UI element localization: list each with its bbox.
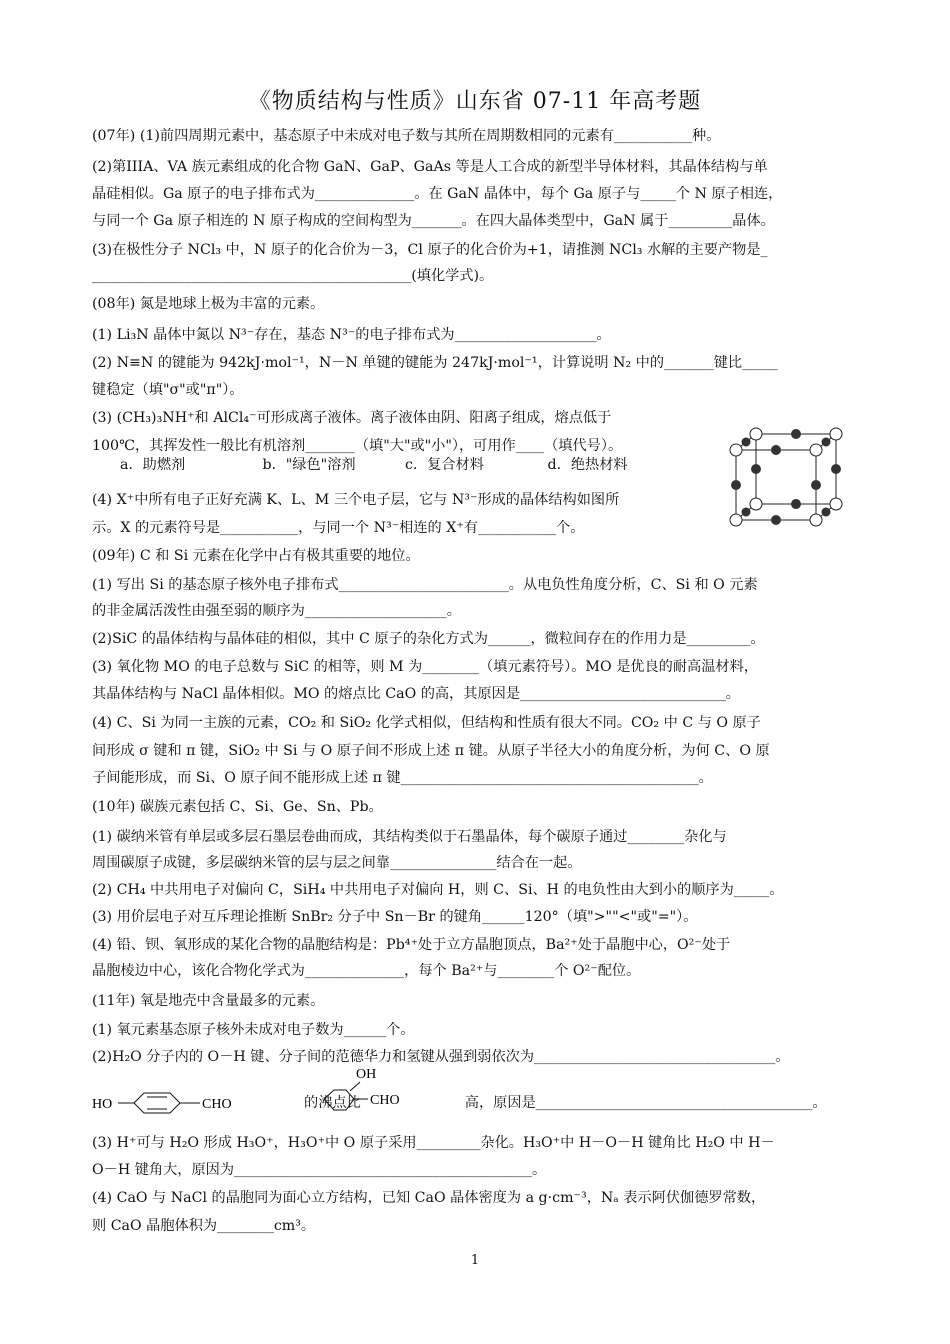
text-line: 晶硅相似。Ga 原子的电子排布式为______________。在 GaN 晶体中，每个 Ga 原子与_____个 N 原子相连，: [92, 186, 783, 202]
text-line: (08年) 氮是地球上极为丰富的元素。: [92, 296, 325, 312]
text-line: (4) CaO 与 NaCl 的晶胞同为面心立方结构，已知 CaO 晶体密度为 a g·cm⁻³，Nₐ 表示阿伏伽德罗常数，: [92, 1190, 766, 1206]
text-line: (4) C、Si 为同一主族的元素，CO₂ 和 SiO₂ 化学式相似，但结构和性质有很大不同。CO₂ 中 C 与 O 原子: [92, 715, 761, 731]
text-line: 其晶体结构与 NaCl 晶体相似。MO 的熔点比 CaO 的高，其原因是_____________________________。: [92, 686, 740, 702]
text-line: (2)第IIIA、VA 族元素组成的化合物 GaN、GaP、GaAs 等是人工合成的新型半导体材料，其晶体结构与单: [92, 159, 768, 175]
text-line: (4) 铅、钡、氧形成的某化合物的晶胞结构是：Pb⁴⁺处于立方晶胞顶点，Ba²⁺处于晶胞中心，O²⁻处于: [92, 937, 731, 953]
text-line: O－H 键角大，原因为__________________________________________。: [92, 1162, 547, 1178]
text-line: (2) CH₄ 中共用电子对偏向 C，SiH₄ 中共用电子对偏向 H，则 C、Si、H 的电负性由大到小的顺序为_____。: [92, 882, 784, 898]
text-line: 的非金属活泼性由强至弱的顺序为____________________。: [92, 603, 461, 619]
text-line: (2)SiC 的晶体结构与晶体硅的相似，其中 C 原子的杂化方式为______，微粒间存在的作用力是_________。: [92, 631, 765, 647]
text-line: 键稳定（填"σ"或"π"）。: [92, 382, 244, 398]
text-line: 与同一个 Ga 原子相连的 N 原子构成的空间构型为_______。在四大晶体类型中，GaN 属于_________晶体。: [92, 213, 775, 229]
text-line: 间形成 σ 键和 π 键，SiO₂ 中 Si 与 O 原子间不形成上述 π 键。从原子半径大小的角度分析，为何 C、O 原: [92, 743, 770, 759]
text-line: 周围碳原子成键，多层碳纳米管的层与层之间靠_______________结合在一起。: [92, 855, 582, 871]
text-line: (3) (CH₃)₃NH⁺和 AlCl₄⁻可形成离子液体。离子液体由阴、阳离子组成，熔点低于: [92, 410, 612, 426]
text-line: (10年) 碳族元素包括 C、Si、Ge、Sn、Pb。: [92, 799, 383, 815]
page-number: 1: [470, 1253, 480, 1268]
text-line: (09年) C 和 Si 元素在化学中占有极其重要的地位。: [92, 548, 420, 564]
mol2-cho: CHO: [370, 1093, 400, 1108]
option-c: c．复合材料: [405, 457, 484, 473]
text-line: (3) H⁺可与 H₂O 形成 H₃O⁺，H₃O⁺中 O 原子采用_________杂化。H₃O⁺中 H－O－H 键角比 H₂O 中 H－: [92, 1135, 775, 1151]
option-b: b．"绿色"溶剂: [262, 457, 356, 473]
mol-text-end: 高，原因是_______________________________________。: [464, 1095, 827, 1111]
text-line: (1) 氧元素基态原子核外未成对电子数为______个。: [92, 1022, 415, 1038]
o-hydroxybenzaldehyde-structure: [310, 1064, 410, 1126]
text-line: (07年) (1)前四周期元素中，基态原子中未成对电子数与其所在周期数相同的元素有___________种。: [92, 128, 721, 144]
mol-text-mid: 的沸点比: [304, 1095, 361, 1111]
text-line: _____________________________________________(填化学式)。: [92, 268, 494, 284]
mol2-oh: OH: [356, 1067, 377, 1082]
text-line: (3) 用价层电子对互斥理论推断 SnBr₂ 分子中 Sn－Br 的键角______120°（填">""<"或"="）。: [92, 909, 698, 925]
text-line: (1) Li₃N 晶体中氮以 N³⁻存在，基态 N³⁻的电子排布式为____________________。: [92, 327, 611, 343]
text-line: 则 CaO 晶胞体积为________cm³。: [92, 1218, 316, 1234]
crystal-structure-figure: [722, 424, 850, 528]
text-line: (3) 氧化物 MO 的电子总数与 SiC 的相等，则 M 为________（填元素符号）。MO 是优良的耐高温材料，: [92, 659, 758, 675]
text-line: 示。X 的元素符号是___________，与同一个 N³⁻相连的 X⁺有___________个。: [92, 520, 585, 536]
p-hydroxybenzaldehyde-structure: [92, 1082, 242, 1122]
mol1-ho: HO: [92, 1097, 113, 1112]
text-line: (4) X⁺中所有电子正好充满 K、L、M 三个电子层，它与 N³⁻形成的晶体结构如图所: [92, 492, 620, 508]
text-line: 100℃，其挥发性一般比有机溶剂_______（填"大"或"小"），可用作____（填代号）。: [92, 438, 623, 454]
option-a: a．助燃剂: [120, 457, 186, 473]
text-line: (2) N≡N 的键能为 942kJ·mol⁻¹，N－N 单键的键能为 247kJ·mol⁻¹，计算说明 N₂ 中的_______键比_____: [92, 355, 778, 371]
text-line: (11年) 氧是地壳中含量最多的元素。: [92, 993, 325, 1009]
text-line: (3)在极性分子 NCl₃ 中，N 原子的化合价为－3，Cl 原子的化合价为+1，请推测 NCl₃ 水解的主要产物是_: [92, 242, 768, 258]
text-line: 晶胞棱边中心，该化合物化学式为______________，每个 Ba²⁺与________个 O²⁻配位。: [92, 963, 641, 979]
option-d: d．绝热材料: [547, 457, 628, 473]
page-title: 《物质结构与性质》山东省 07-11 年高考题: [248, 89, 702, 114]
mol1-cho: CHO: [202, 1097, 232, 1112]
text-line: 子间能形成，而 Si、O 原子间不能形成上述 π 键__________________________________________。: [92, 770, 713, 786]
text-line: (1) 写出 Si 的基态原子核外电子排布式________________________。从电负性角度分析，C、Si 和 O 元素: [92, 577, 758, 593]
text-line: (1) 碳纳米管有单层或多层石墨层卷曲而成，其结构类似于石墨晶体，每个碳原子通过________杂化与: [92, 829, 727, 845]
text-line: (2)H₂O 分子内的 O－H 键、分子间的范德华力和氢键从强到弱依次为__________________________________。: [92, 1049, 790, 1065]
